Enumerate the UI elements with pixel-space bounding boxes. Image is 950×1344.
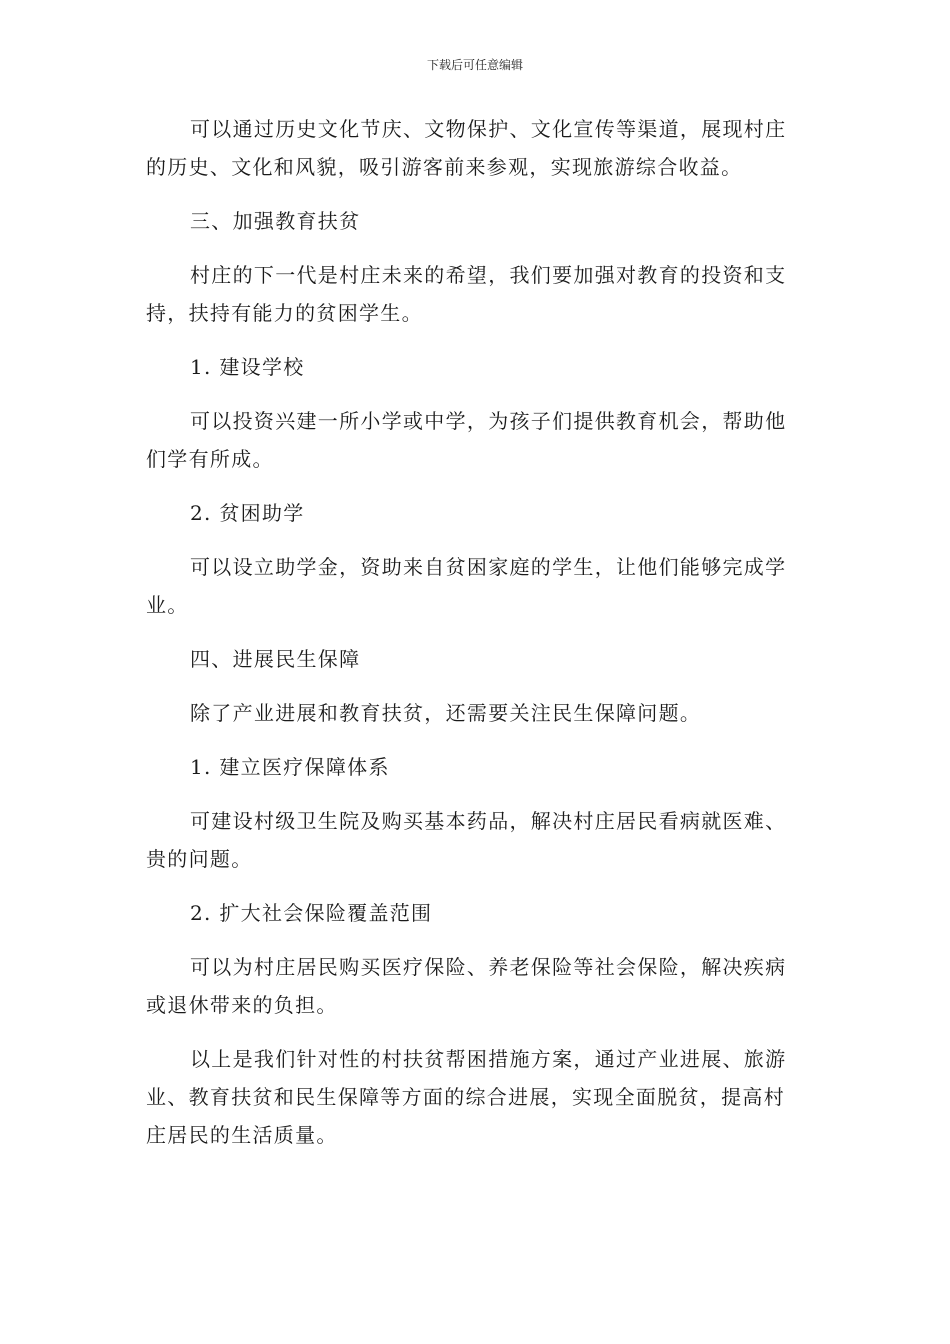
subsection-heading: 1. 建设学校 [190,355,305,379]
paragraph: 除了产业进展和教育扶贫，还需要关注民生保障问题。 [190,701,702,725]
paragraph: 可以设立助学金，资助来自贫困家庭的学生，让他们能够完成学业。 [146,555,787,617]
subsection-heading: 2. 扩大社会保险覆盖范围 [190,901,433,925]
subsection-heading: 2. 贫困助学 [190,501,305,525]
paragraph: 村庄的下一代是村庄未来的希望，我们要加强对教育的投资和支持，扶持有能力的贫困学生。 [146,263,787,325]
paragraph: 以上是我们针对性的村扶贫帮困措施方案，通过产业进展、旅游业、教育扶贫和民生保障等方面的综合进展，实现全面脱贫，提高村庄居民的生活质量。 [146,1047,787,1147]
document-body [146,110,796,1170]
section-heading: 三、加强教育扶贫 [190,209,361,233]
paragraph: 可以通过历史文化节庆、文物保护、文化宣传等渠道，展现村庄的历史、文化和风貌，吸引游客前来参观，实现旅游综合收益。 [146,117,787,179]
header-note: 下载后可任意编辑 [426,58,523,72]
section-heading: 四、进展民生保障 [190,647,361,671]
paragraph: 可以投资兴建一所小学或中学，为孩子们提供教育机会，帮助他们学有所成。 [146,409,787,471]
paragraph: 可建设村级卫生院及购买基本药品，解决村庄居民看病就医难、贵的问题。 [146,809,787,871]
subsection-heading: 1. 建立医疗保障体系 [190,755,390,779]
paragraph: 可以为村庄居民购买医疗保险、养老保险等社会保险，解决疾病或退休带来的负担。 [146,955,787,1017]
